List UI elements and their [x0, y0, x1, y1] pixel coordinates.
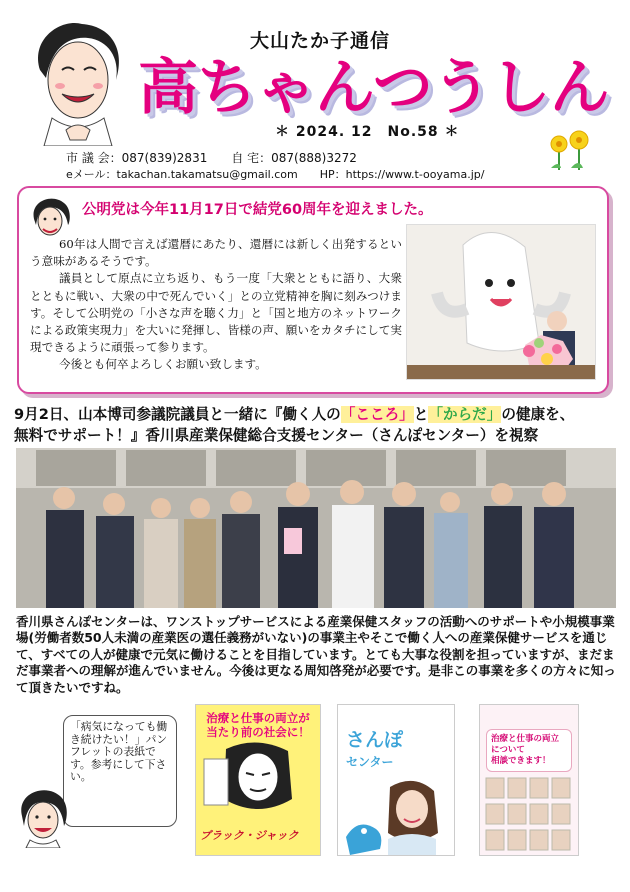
contact-phone: 市 議 会：087(839)2831 自 宅：087(888)3272 — [66, 151, 357, 165]
pamphlet2-title: さんぽ — [346, 729, 404, 751]
article-headline — [14, 404, 616, 446]
pamphlet1-illustration — [196, 739, 320, 823]
pamphlet2-illustration — [338, 773, 454, 856]
newsletter-title: 高ちゃんつうしん — [138, 53, 609, 123]
feature-title: 公明党は今年11月17日で結党60周年を迎えました。 — [82, 202, 433, 218]
speech-bubble-text: 「病気になっても働き続けたい！」パンフレットの表紙です。参考にして下さい。 — [70, 720, 168, 784]
headline-part: 9月2日、山本博司参議院議員と一緒に『働く人の — [14, 406, 341, 423]
pamphlet2-subtitle: センター — [346, 755, 394, 769]
headline-karada: 「からだ」 — [428, 406, 502, 423]
contact-email-web: eメール：takachan.takamatsu@gmail.com HP：https://www.t-ooyama.jp/ — [66, 168, 485, 181]
pamphlet1-brand: ブラック・ジャック — [200, 829, 299, 842]
headline-kokoro: 「こころ」 — [340, 406, 414, 423]
author-face-icon — [28, 195, 72, 239]
mascot-photo — [406, 224, 596, 380]
headline-part: と — [413, 406, 429, 423]
group-photo — [16, 448, 616, 608]
feature-text — [30, 236, 402, 374]
pamphlet3-title: 相談できます！ — [491, 756, 551, 766]
caricature-portrait — [22, 18, 130, 146]
pamphlet1-title: 治療と仕事の両立が — [206, 711, 310, 725]
pamphlet-cover-1 — [195, 704, 321, 856]
pamphlet3-illustration — [480, 772, 578, 856]
feature-paragraph: 60年は人間で言えば還暦にあたり、還暦には新しく出発するという意味があるそうです。 — [30, 237, 402, 269]
pamphlet-cover-2 — [337, 704, 455, 856]
pamphlet1-title: 当たり前の社会に！ — [206, 725, 310, 739]
author-face-icon — [14, 786, 70, 848]
feature-paragraph: 今後とも何卒よろしくお願い致します。 — [59, 357, 267, 372]
headline-part: の健康を、 — [501, 406, 575, 423]
flower-icon — [545, 128, 593, 172]
issue-number: ＊ 2024. 12 No.58 ＊ — [275, 124, 460, 140]
newsletter-subtitle: 大山たか子通信 — [250, 30, 391, 52]
article-body: 香川県さんぽセンターは、ワンストップサービスによる産業保健スタッフの活動へのサポートや小規模事業場(労働者数50人未満の産業医の選任義務がいない)の事業主やそこで働く人への産業保健サービスを通じて、すべての人が健康で元気に働けることを目指しています。とても大事な役割を担っていますが、まだまだ事業者への理解が進んでいません。今後は更なる周知啓発が必要です。是非この事業を多くの方々に知って頂きたいですね。 — [16, 614, 616, 695]
pamphlet-cover-3 — [479, 704, 579, 856]
headline-line2: 無料でサポート！』香川県産業保健総合支援センター（さんぽセンター）を視察 — [14, 427, 539, 444]
pamphlet3-title: 治療と仕事の両立について — [491, 734, 560, 755]
feature-paragraph: 議員として原点に立ち返り、もう一度「大衆とともに語り、大衆とともに戦い、大衆の中で死んでいく」との立党精神を胸に刻みつけます。そして公明党の「小さな声を聴く力」と「国と地方のネットワークによる政策実現力」を大いに発揮し、皆様の声、願いをカタチにして実現できるように頑張って参ります。 — [30, 271, 402, 355]
